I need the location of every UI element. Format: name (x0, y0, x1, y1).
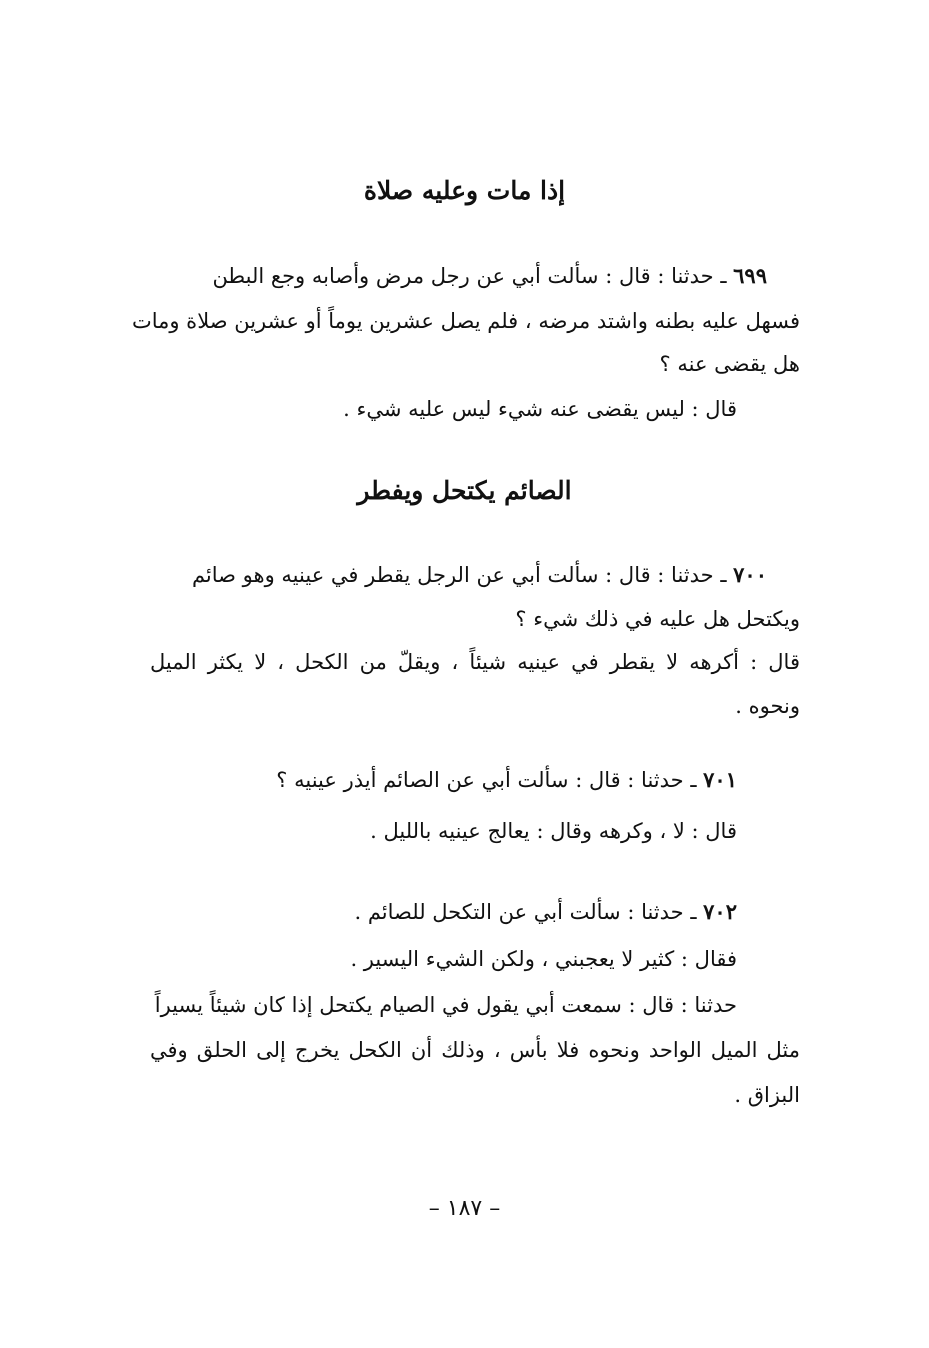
section-heading-1: إذا مات وعليه صلاة (363, 176, 566, 205)
hadith-number-701: ٧٠١ (703, 767, 737, 792)
hadith-number-700: ٧٠٠ (733, 562, 767, 587)
paragraph-699-line-2: فسهل عليه بطنه واشتد مرضه ، فلم يصل عشرين يوماً أو عشرين صلاة ومات (131, 309, 800, 333)
paragraph-702-line-3: حدثنا : قال : سمعت أبي يقول في الصيام يكتحل إذا كان شيئاً يسيراً (154, 993, 737, 1017)
paragraph-702-line-2: فقال : كثير لا يعجبني ، ولكن الشيء اليسير . (350, 947, 737, 971)
paragraph-701-line-2: قال : لا ، وكرهه وقال : يعالج عينيه بالليل . (370, 819, 737, 843)
paragraph-702-line-4: مثل الميل الواحد ونحوه فلا بأس ، وذلك أن الكحل يخرج إلى الحلق وفي (150, 1038, 800, 1062)
hadith-number-702: ٧٠٢ (703, 899, 737, 924)
paragraph-699-line-3: هل يقضى عنه ؟ (659, 352, 800, 376)
section-heading-2: الصائم يكتحل ويفطر (357, 476, 572, 505)
paragraph-699-line-1: ٦٩٩ ـ حدثنا : قال : سألت أبي عن رجل مرض وأصابه وجع البطن (212, 263, 767, 288)
paragraph-701-line-1: ٧٠١ ـ حدثنا : قال : سألت أبي عن الصائم أيذر عينيه ؟ (276, 767, 737, 792)
paragraph-702-line-5: البزاق . (734, 1083, 800, 1107)
paragraph-700-line-1: ٧٠٠ ـ حدثنا : قال : سألت أبي عن الرجل يقطر في عينيه وهو صائم (191, 562, 767, 587)
page-number: – ١٨٧ – (428, 1196, 501, 1221)
hadith-number-699: ٦٩٩ (733, 263, 767, 288)
paragraph-699-line-4: قال : ليس يقضى عنه شيء ليس عليه شيء . (343, 397, 737, 421)
paragraph-700-line-4: ونحوه . (735, 694, 800, 718)
paragraph-700-line-2: ويكتحل هل عليه في ذلك شيء ؟ (515, 607, 800, 631)
paragraph-702-line-1: ٧٠٢ ـ حدثنا : سألت أبي عن التكحل للصائم . (354, 899, 737, 924)
paragraph-700-line-3: قال : أكرهه لا يقطر في عينيه شيئاً ، ويقلّ من الكحل ، لا يكثر الميل (150, 650, 800, 674)
